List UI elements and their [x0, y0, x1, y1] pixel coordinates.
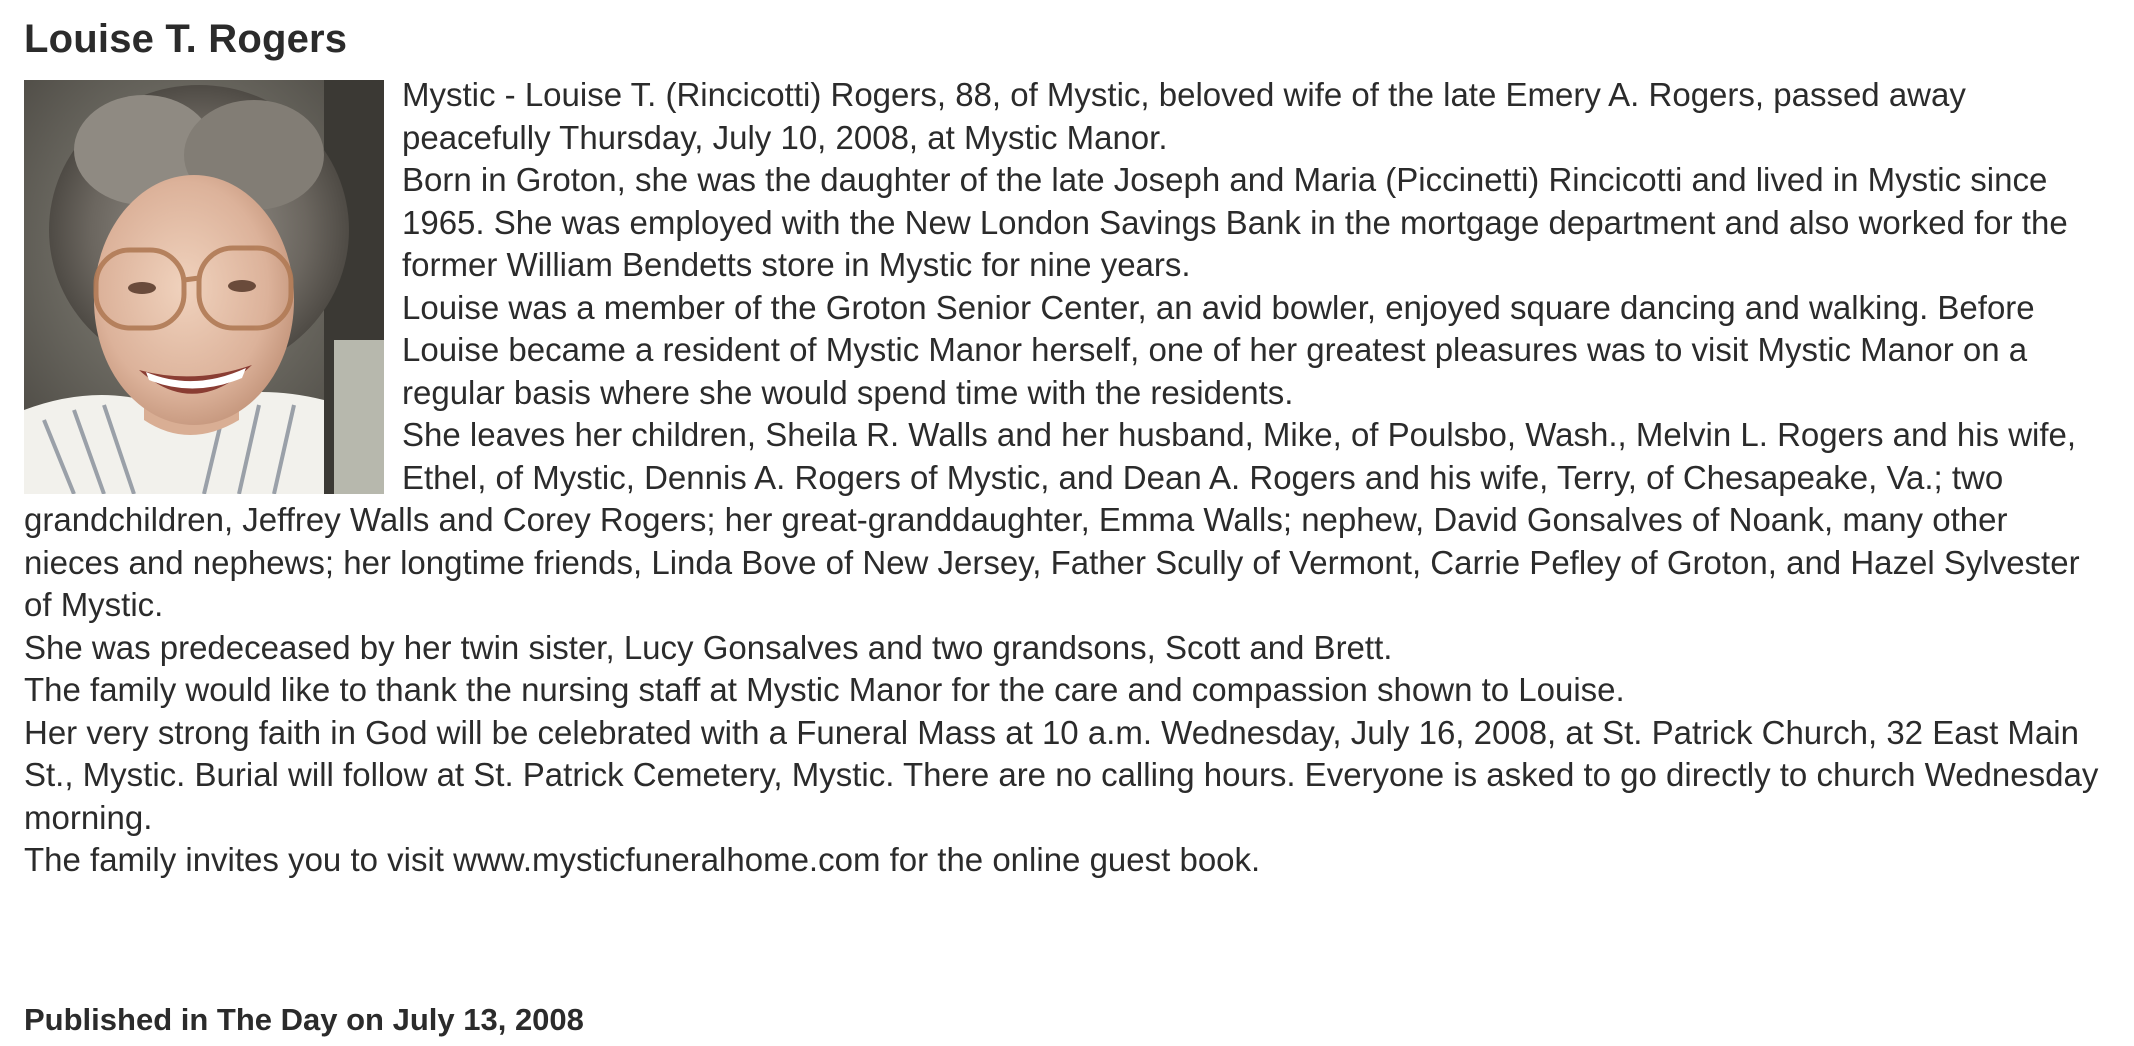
obituary-body — [24, 74, 2110, 882]
obituary-paragraph-survivors: She leaves her children, Sheila R. Walls and her husband, Mike, of Poulsbo, Wash., Melvin L. Rogers and his wife, Ethel, of Mystic, Dennis A. Rogers of Mystic, and Dean A. Rogers and his wife, Terry, of Chesapeake, Va.; two grandchildren, Jeffrey Walls and Corey Rogers; her great-granddaughter, Emma Walls; nephew, David Gonsalves of Noank, many other nieces and nephews; her longtime friends, Linda Bove of New Jersey, Father Scully of Vermont, Carrie Pefley of Groton, and Hazel Sylvester of Mystic. — [24, 416, 2080, 623]
obituary-paragraph-thanks: The family would like to thank the nursing staff at Mystic Manor for the care and compassion shown to Louise. — [24, 671, 1625, 708]
obituary-paragraph-guestbook: The family invites you to visit www.mysticfuneralhome.com for the online guest book. — [24, 841, 1261, 878]
obituary-paragraph-biography: Born in Groton, she was the daughter of the late Joseph and Maria (Piccinetti) Rincicotti and lived in Mystic since 1965. She was employed with the New London Savings Bank in the mortgage department and also worked for the former William Bendetts store in Mystic for nine years. — [402, 161, 2068, 283]
obituary-title: Louise T. Rogers — [24, 17, 348, 61]
obituary-paragraph-services: Her very strong faith in God will be celebrated with a Funeral Mass at 10 a.m. Wednesday, July 16, 2008, at St. Patrick Church, 32 East Main St., Mystic. Burial will follow at St. Patrick Cemetery, Mystic. There are no calling hours. Everyone is asked to go directly to church Wednesday morning. — [24, 713, 2099, 836]
obituary-paragraph-intro: Mystic - Louise T. (Rincicotti) Rogers, 88, of Mystic, beloved wife of the late Emery A. Rogers, passed away peacefully Thursday, July 10, 2008, at Mystic Manor. — [402, 76, 1966, 156]
portrait-photo — [24, 80, 384, 494]
obituary-paragraph-predeceased: She was predeceased by her twin sister, Lucy Gonsalves and two grandsons, Scott and Brett. — [24, 628, 1393, 666]
obituary-paragraph-activities: Louise was a member of the Groton Senior Center, an avid bowler, enjoyed square dancing and walking. Before Louise became a resident of Mystic Manor herself, one of her greatest pleasures was to visit Mystic Manor on a regular basis where she would spend time with the residents. — [402, 288, 2035, 411]
published-notice: Published in The Day on July 13, 2008 — [24, 1001, 584, 1037]
